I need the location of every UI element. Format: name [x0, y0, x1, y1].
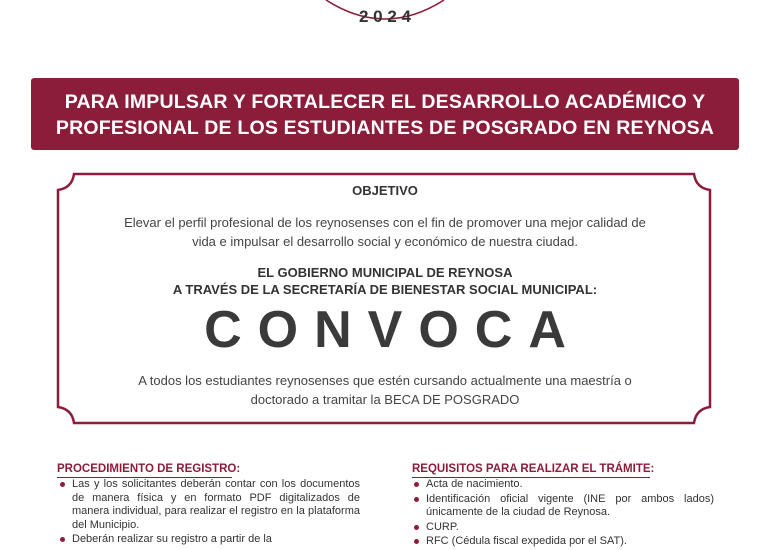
requirements-list [414, 478, 714, 550]
requirement-item: RFC (Cédula fiscal expedida por el SAT). [414, 535, 714, 549]
procedure-list [60, 478, 360, 548]
banner-line-2: PROFESIONAL DE LOS ESTUDIANTES DE POSGRADO EN REYNOSA [55, 117, 715, 139]
government-line-1: EL GOBIERNO MUNICIPAL DE REYNOSA [257, 265, 513, 280]
invite-text [100, 371, 670, 409]
invite-line-2: doctorado a tramitar la BECA DE POSGRADO [250, 392, 520, 407]
requirement-item: Identificación oficial vigente (INE por ambos lados) únicamente de la ciudad de Reynosa. [414, 493, 714, 520]
objective-title: OBJETIVO [352, 183, 418, 198]
title-banner [31, 78, 739, 150]
procedure-item: Deberán realizar su registro a partir de la [60, 533, 360, 547]
seal-emblem [310, 0, 460, 35]
objective-text [100, 213, 670, 251]
procedure-item: Las y los solicitantes deberán contar con los documentos de manera física y en formato PDF digitalizados de manera individual, para realizar el registro en la plataforma del Municipio. [60, 478, 360, 532]
objective-line-2: vida e impulsar el desarrollo social y económico de nuestra ciudad. [192, 234, 578, 249]
requirements-title: REQUISITOS PARA REALIZAR EL TRÁMITE: [412, 463, 655, 475]
requirement-item: CURP. [414, 521, 714, 535]
requirement-item: Acta de nacimiento. [414, 478, 714, 492]
government-line-2: A TRAVÉS DE LA SECRETARÍA DE BIENESTAR SOCIAL MUNICIPAL: [172, 282, 598, 297]
objective-line-1: Elevar el perfil profesional de los reynosenses con el fin de promover una mejor calidad de [124, 215, 646, 230]
procedure-title: PROCEDIMIENTO DE REGISTRO: [57, 463, 241, 475]
government-heading [0, 264, 770, 298]
seal-year: 2 0 2 4 [359, 7, 411, 26]
convoca-heading: CONVOCA [204, 301, 582, 359]
invite-line-1: A todos los estudiantes reynosenses que estén cursando actualmente una maestría o [138, 373, 632, 388]
banner-line-1: PARA IMPULSAR Y FORTALECER EL DESARROLLO ACADÉMICO Y [64, 91, 706, 113]
